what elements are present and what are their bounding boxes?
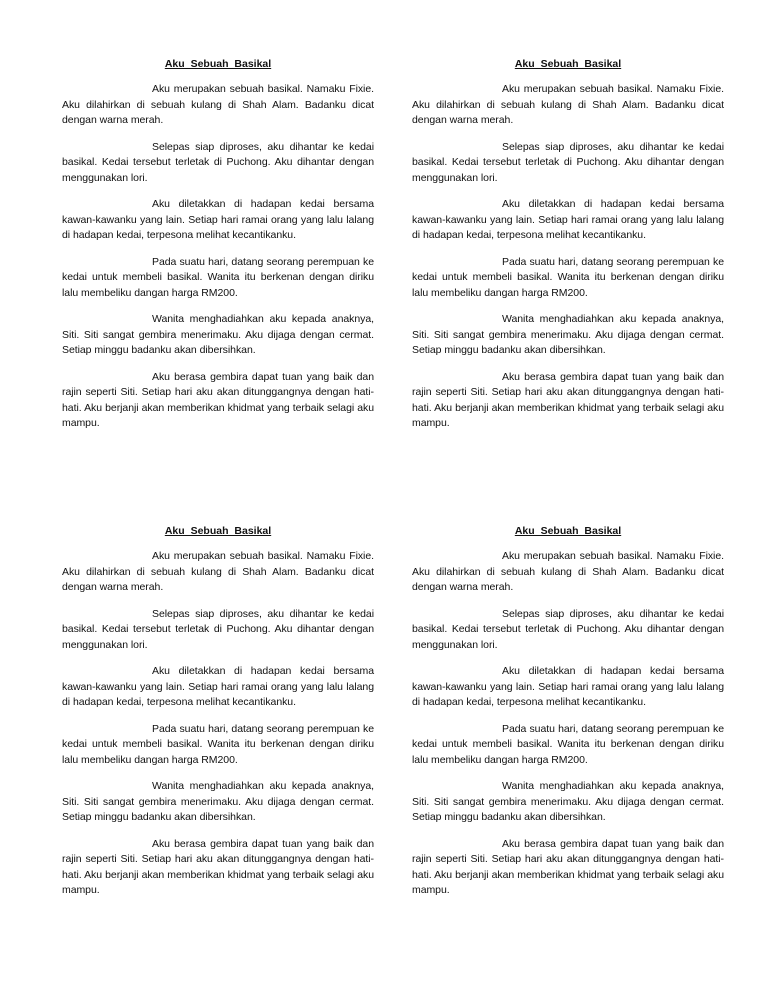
story-copy-bottom-left [62,525,374,910]
story-paragraph: Selepas siap diproses, aku dihantar ke kedai basikal. Kedai tersebut terletak di Puchong. Aku dihantar dengan menggunakan lori. [412,140,724,184]
story-title: Aku Sebuah Basikal [164,58,272,70]
story-paragraph: Selepas siap diproses, aku dihantar ke kedai basikal. Kedai tersebut terletak di Puchong. Aku dihantar dengan menggunakan lori. [412,607,724,651]
story-paragraph: Aku merupakan sebuah basikal. Namaku Fixie. Aku dilahirkan di sebuah kulang di Shah Alam. Badanku dicat dengan warna merah. [62,83,374,126]
story-paragraph: Pada suatu hari, datang seorang perempuan ke kedai untuk membeli basikal. Wanita itu berkenan dengan diriku lalu membeliku dangan harga RM200. [412,255,724,299]
story-copy-bottom-right [412,525,724,910]
story-paragraph: Aku berasa gembira dapat tuan yang baik dan rajin seperti Siti. Setiap hari aku akan ditunggangnya dengan hati-hati. Aku berjanji akan memberikan khidmat yang terbaik selagi aku mampu. [62,370,374,429]
story-paragraph: Pada suatu hari, datang seorang perempuan ke kedai untuk membeli basikal. Wanita itu berkenan dengan diriku lalu membeliku dangan harga RM200. [412,722,724,766]
story-paragraph: Aku berasa gembira dapat tuan yang baik dan rajin seperti Siti. Setiap hari aku akan ditunggangnya dengan hati-hati. Aku berjanji akan memberikan khidmat yang terbaik selagi aku mampu. [412,837,724,896]
story-paragraph: Wanita menghadiahkan aku kepada anaknya, Siti. Siti sangat gembira menerimaku. Aku dijaga dengan cermat. Setiap minggu badanku akan dibersihkan. [412,780,724,823]
story-paragraph: Aku berasa gembira dapat tuan yang baik dan rajin seperti Siti. Setiap hari aku akan ditunggangnya dengan hati-hati. Aku berjanji akan memberikan khidmat yang terbaik selagi aku mampu. [62,837,374,896]
story-paragraph: Aku diletakkan di hadapan kedai bersama kawan-kawanku yang lain. Setiap hari ramai orang yang lalu lalang di hadapan kedai, terpesona melihat kecantikanku. [62,665,374,708]
story-paragraph: Wanita menghadiahkan aku kepada anaknya, Siti. Siti sangat gembira menerimaku. Aku dijaga dengan cermat. Setiap minggu badanku akan dibersihkan. [62,780,374,823]
story-title: Aku Sebuah Basikal [164,525,272,537]
story-paragraph: Aku merupakan sebuah basikal. Namaku Fixie. Aku dilahirkan di sebuah kulang di Shah Alam. Badanku dicat dengan warna merah. [62,550,374,593]
story-paragraph: Wanita menghadiahkan aku kepada anaknya, Siti. Siti sangat gembira menerimaku. Aku dijaga dengan cermat. Setiap minggu badanku akan dibersihkan. [412,313,724,356]
story-paragraph: Selepas siap diproses, aku dihantar ke kedai basikal. Kedai tersebut terletak di Puchong. Aku dihantar dengan menggunakan lori. [62,140,374,184]
story-paragraph: Pada suatu hari, datang seorang perempuan ke kedai untuk membeli basikal. Wanita itu berkenan dengan diriku lalu membeliku dangan harga RM200. [62,255,374,299]
story-title: Aku Sebuah Basikal [514,58,622,70]
story-paragraph: Aku diletakkan di hadapan kedai bersama kawan-kawanku yang lain. Setiap hari ramai orang yang lalu lalang di hadapan kedai, terpesona melihat kecantikanku. [412,665,724,708]
story-paragraph: Aku merupakan sebuah basikal. Namaku Fixie. Aku dilahirkan di sebuah kulang di Shah Alam. Badanku dicat dengan warna merah. [412,83,724,126]
story-paragraph: Pada suatu hari, datang seorang perempuan ke kedai untuk membeli basikal. Wanita itu berkenan dengan diriku lalu membeliku dangan harga RM200. [62,722,374,766]
story-paragraph: Aku diletakkan di hadapan kedai bersama kawan-kawanku yang lain. Setiap hari ramai orang yang lalu lalang di hadapan kedai, terpesona melihat kecantikanku. [62,198,374,241]
story-copy-top-left [62,58,374,443]
story-paragraph: Aku diletakkan di hadapan kedai bersama kawan-kawanku yang lain. Setiap hari ramai orang yang lalu lalang di hadapan kedai, terpesona melihat kecantikanku. [412,198,724,241]
story-paragraph: Aku merupakan sebuah basikal. Namaku Fixie. Aku dilahirkan di sebuah kulang di Shah Alam. Badanku dicat dengan warna merah. [412,550,724,593]
story-title: Aku Sebuah Basikal [514,525,622,537]
story-paragraph: Selepas siap diproses, aku dihantar ke kedai basikal. Kedai tersebut terletak di Puchong. Aku dihantar dengan menggunakan lori. [62,607,374,651]
story-paragraph: Wanita menghadiahkan aku kepada anaknya, Siti. Siti sangat gembira menerimaku. Aku dijaga dengan cermat. Setiap minggu badanku akan dibersihkan. [62,313,374,356]
story-paragraph: Aku berasa gembira dapat tuan yang baik dan rajin seperti Siti. Setiap hari aku akan ditunggangnya dengan hati-hati. Aku berjanji akan memberikan khidmat yang terbaik selagi aku mampu. [412,370,724,429]
story-copy-top-right [412,58,724,443]
